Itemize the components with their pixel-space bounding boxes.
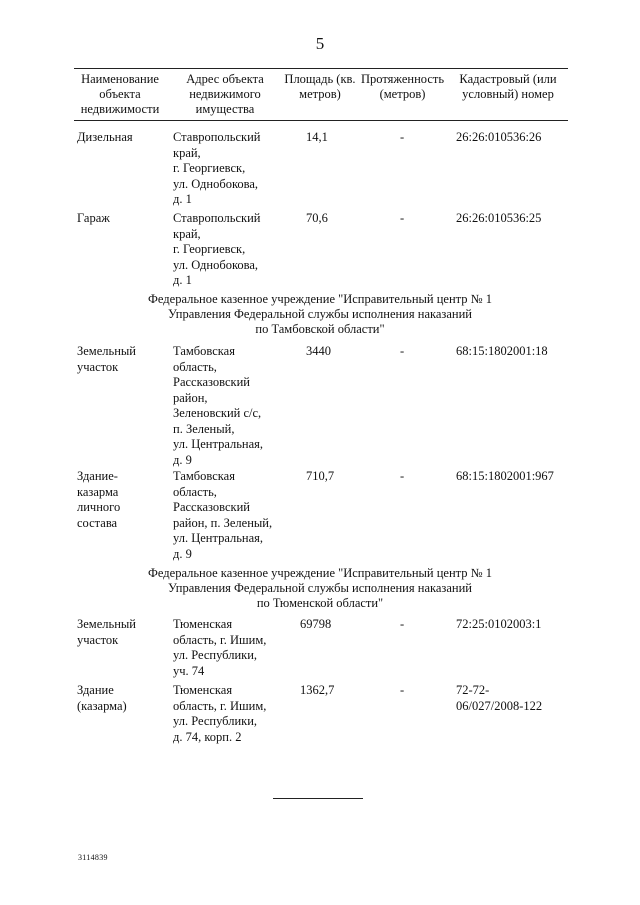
row-area: 70,6 (306, 211, 328, 225)
row-cadastral: 72:25:0102003:1 (456, 617, 542, 631)
row-address: Тюменская область, г. Ишим, ул. Республики, д. 74, корп. 2 (173, 683, 267, 744)
row-area: 1362,7 (300, 683, 335, 697)
row-area: 3440 (306, 344, 331, 358)
row-name: Гараж (77, 211, 110, 225)
row-address: Тамбовская область, Рассказовский район, Зеленовский с/с, п. Зеленый, ул. Центральная, д. 9 (173, 344, 264, 467)
row-length: - (400, 469, 405, 483)
row-name: Земельный участок (77, 344, 136, 374)
row-address: Тюменская область, г. Ишим, ул. Республики, уч. 74 (173, 617, 267, 678)
row-area: 710,7 (306, 469, 335, 483)
closing-rule (273, 798, 363, 799)
header-name: Наименование объекта недвижимости (80, 72, 160, 116)
row-length: - (400, 617, 405, 631)
table-top-rule (74, 68, 568, 69)
row-name: Земельный участок (77, 617, 136, 647)
org-heading: Федеральное казенное учреждение "Исправительный центр № 1 Управления Федеральной службы исполнения наказаний по Тамбовской области" (148, 292, 492, 336)
row-address: Ставропольский край, г. Георгиевск, ул. Однобокова, д. 1 (173, 130, 261, 206)
row-length: - (400, 211, 405, 225)
row-cadastral: 68:15:1802001:967 (456, 469, 554, 483)
header-cadastral: Кадастровый (или условный) номер (459, 72, 557, 101)
row-cadastral: 72-72- 06/027/2008-122 (456, 683, 543, 713)
header-bottom-rule (74, 120, 568, 121)
row-area: 69798 (300, 617, 332, 631)
document-code: 3114839 (78, 853, 108, 862)
header-length: Протяженность (метров) (360, 72, 445, 101)
page-number: 5 (315, 34, 325, 53)
row-address: Тамбовская область, Рассказовский район, п. Зеленый, ул. Центральная, д. 9 (173, 469, 273, 561)
row-address: Ставропольский край, г. Георгиевск, ул. Однобокова, д. 1 (173, 211, 261, 287)
row-length: - (400, 683, 405, 697)
row-length: - (400, 344, 405, 358)
row-cadastral: 26:26:010536:26 (456, 130, 542, 144)
row-name: Здание (казарма) (77, 683, 127, 713)
row-cadastral: 68:15:1802001:18 (456, 344, 548, 358)
header-address: Адрес объекта недвижимого имущества (186, 72, 264, 116)
row-name: Дизельная (77, 130, 133, 144)
row-cadastral: 26:26:010536:25 (456, 211, 542, 225)
header-area: Площадь (кв. метров) (284, 72, 356, 101)
org-heading: Федеральное казенное учреждение "Исправительный центр № 1 Управления Федеральной службы исполнения наказаний по Тюменской области" (148, 566, 492, 610)
row-name: Здание- казарма личного состава (77, 469, 121, 530)
row-area: 14,1 (306, 130, 328, 144)
row-length: - (400, 130, 405, 144)
